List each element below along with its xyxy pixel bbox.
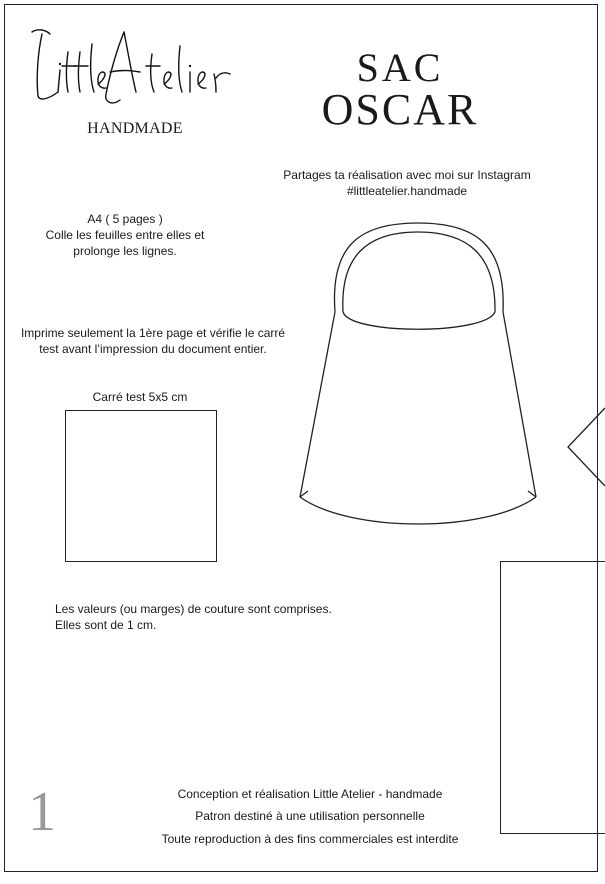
a4-instructions bbox=[20, 211, 230, 259]
a4-line-3: prolonge les lignes. bbox=[73, 244, 177, 258]
footer-credit: Conception et réalisation Little Atelier - handmade bbox=[177, 787, 443, 801]
share-line-1: Partages ta réalisation avec moi sur Instagram bbox=[283, 168, 531, 182]
footer-copyright: Toute reproduction à des fins commerciales est interdite bbox=[161, 832, 459, 846]
little-atelier-logo bbox=[28, 22, 243, 112]
bag-illustration bbox=[290, 215, 550, 530]
a4-line-1: A4 ( 5 pages ) bbox=[87, 212, 163, 226]
brand-tagline: HANDMADE bbox=[87, 120, 183, 137]
test-square bbox=[65, 410, 217, 562]
next-page-pattern-piece bbox=[500, 561, 605, 834]
pattern-title-line2: OSCAR bbox=[321, 85, 479, 134]
seam-allowance-note bbox=[55, 601, 375, 633]
share-hashtag: #littleatelier.handmade bbox=[346, 184, 468, 198]
instagram-share-text bbox=[262, 167, 552, 199]
print-line-2: test avant l’impression du document entier. bbox=[39, 342, 267, 356]
a4-line-2: Colle les feuilles entre elles et bbox=[45, 228, 205, 242]
print-line-1: Imprime seulement la 1ère page et vérifie le carré bbox=[20, 326, 286, 340]
footer-personal-use: Patron destiné à une utilisation personnelle bbox=[195, 809, 425, 823]
test-square-label: Carré test 5x5 cm bbox=[92, 390, 188, 404]
seam-line-1: Les valeurs (ou marges) de couture sont comprises. bbox=[55, 602, 332, 616]
print-instructions bbox=[8, 325, 298, 357]
page-number: 1 bbox=[28, 781, 56, 843]
next-page-arrow-shape bbox=[560, 400, 605, 495]
pattern-title-line1: SAC bbox=[356, 45, 444, 90]
seam-line-2: Elles sont de 1 cm. bbox=[55, 618, 157, 632]
